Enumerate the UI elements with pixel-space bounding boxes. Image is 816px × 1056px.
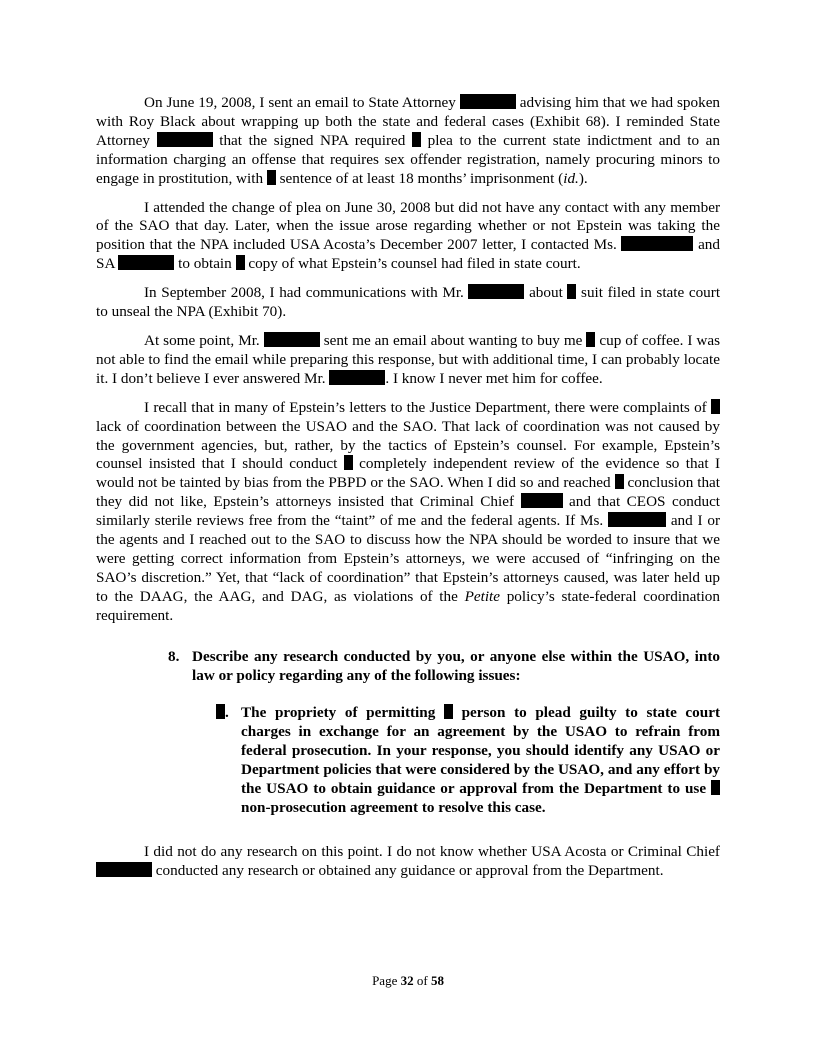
redaction [615,474,624,489]
redaction [711,780,720,795]
redaction [567,284,576,299]
page-footer: Page 32 of 58 [372,973,444,988]
paragraph-4: At some point, Mr. sent me an email about wanting to buy me cup of coffee. I was not able to find the email while preparing this response, but with additional time, I can probably locate it. I don’t believe I ever answered Mr. . I know I never met him for coffee. [96,331,721,387]
question-text: Describe any research conducted by you, or anyone else within the USAO, into law or policy regarding any of the following issues: [192,648,720,684]
redaction [344,455,353,470]
redaction [521,493,563,508]
paragraph-3: In September 2008, I had communications with Mr. about suit filed in state court to unseal the NPA (Exhibit 70). [96,284,721,321]
redaction [711,399,720,414]
paragraph-2: I attended the change of plea on June 30, 2008 but did not have any contact with any member of the SAO that day. Later, when the issue arose regarding whether or not Epstein was taking the position that the NPA included USA Acosta’s December 2007 letter, I contacted Ms. and SA to obtain copy of what Epstein’s counsel had filed in state court. [96,198,720,273]
question-8 [168,648,720,686]
redaction [96,862,152,877]
redaction [329,370,385,385]
answer-block [96,843,720,891]
redaction [216,704,225,719]
subquestion-label: . [216,704,229,723]
page-number: 32 [400,973,414,988]
question-8a [216,704,720,817]
redaction [157,132,213,147]
redaction [118,255,174,270]
redaction [444,704,453,719]
subquestion-text: The propriety of permitting person to plead guilty to state court charges in exchange for an agreement by the USAO to refrain from federal prosecution. In your response, you should identify any USAO or Department policies that were considered by the USAO, and any effort by the USAO to obtain guidance or approval from the Department to use non-prosecution agreement to resolve this case. [241,704,721,816]
redaction [460,94,516,109]
page-total: 58 [430,973,444,988]
redaction [608,512,666,527]
question-number: 8. [168,648,180,665]
redaction [264,332,320,347]
paragraph-1: On June 19, 2008, I sent an email to State Attorney advising him that we had spoken with Roy Black about wrapping up both the state and federal cases (Exhibit 68). I reminded State Attorney that the signed NPA required plea to the current state indictment and to an information charging an offense that requires sex offender registration, namely procuring minors to engage in prostitution, with sentence of at least 18 months’ imprisonment (id.). [96,94,721,187]
redaction [468,284,524,299]
redaction [236,255,245,270]
redaction [621,236,693,251]
answer-paragraph: I did not do any research on this point. I do not know whether USA Acosta or Criminal Chief conducted any research or obtained any guidance or approval from the Department. [96,843,720,881]
redaction [267,170,276,185]
redaction [412,132,421,147]
redaction [586,332,595,347]
document-body [96,94,720,636]
paragraph-5: I recall that in many of Epstein’s letters to the Justice Department, there were complaints of lack of coordination between the USAO and the SAO. That lack of coordination was not caused by the government agencies, but, rather, by the tactics of Epstein’s counsel. For example, Epstein’s counsel insisted that I should conduct completely independent review of the evidence so that I would not be tainted by bias from the PBPD or the SAO. When I did so and reached conclusion that they did not like, Epstein’s attorneys insisted that Criminal Chief and that CEOS conduct similarly sterile reviews free from the “taint” of me and the federal agents. If Ms. and I or the agents and I reached out to the SAO to discuss how the NPA should be worded to insure that we were getting correct information from Epstein’s attorneys, we were accused of “infringing on the SAO’s discretion.” Yet, that “lack of coordination” that Epstein’s attorneys caused, was later held up to the DAAG, the AAG, and DAG, as violations of the Petite policy’s state-federal coordination requirement. [96,398,721,624]
